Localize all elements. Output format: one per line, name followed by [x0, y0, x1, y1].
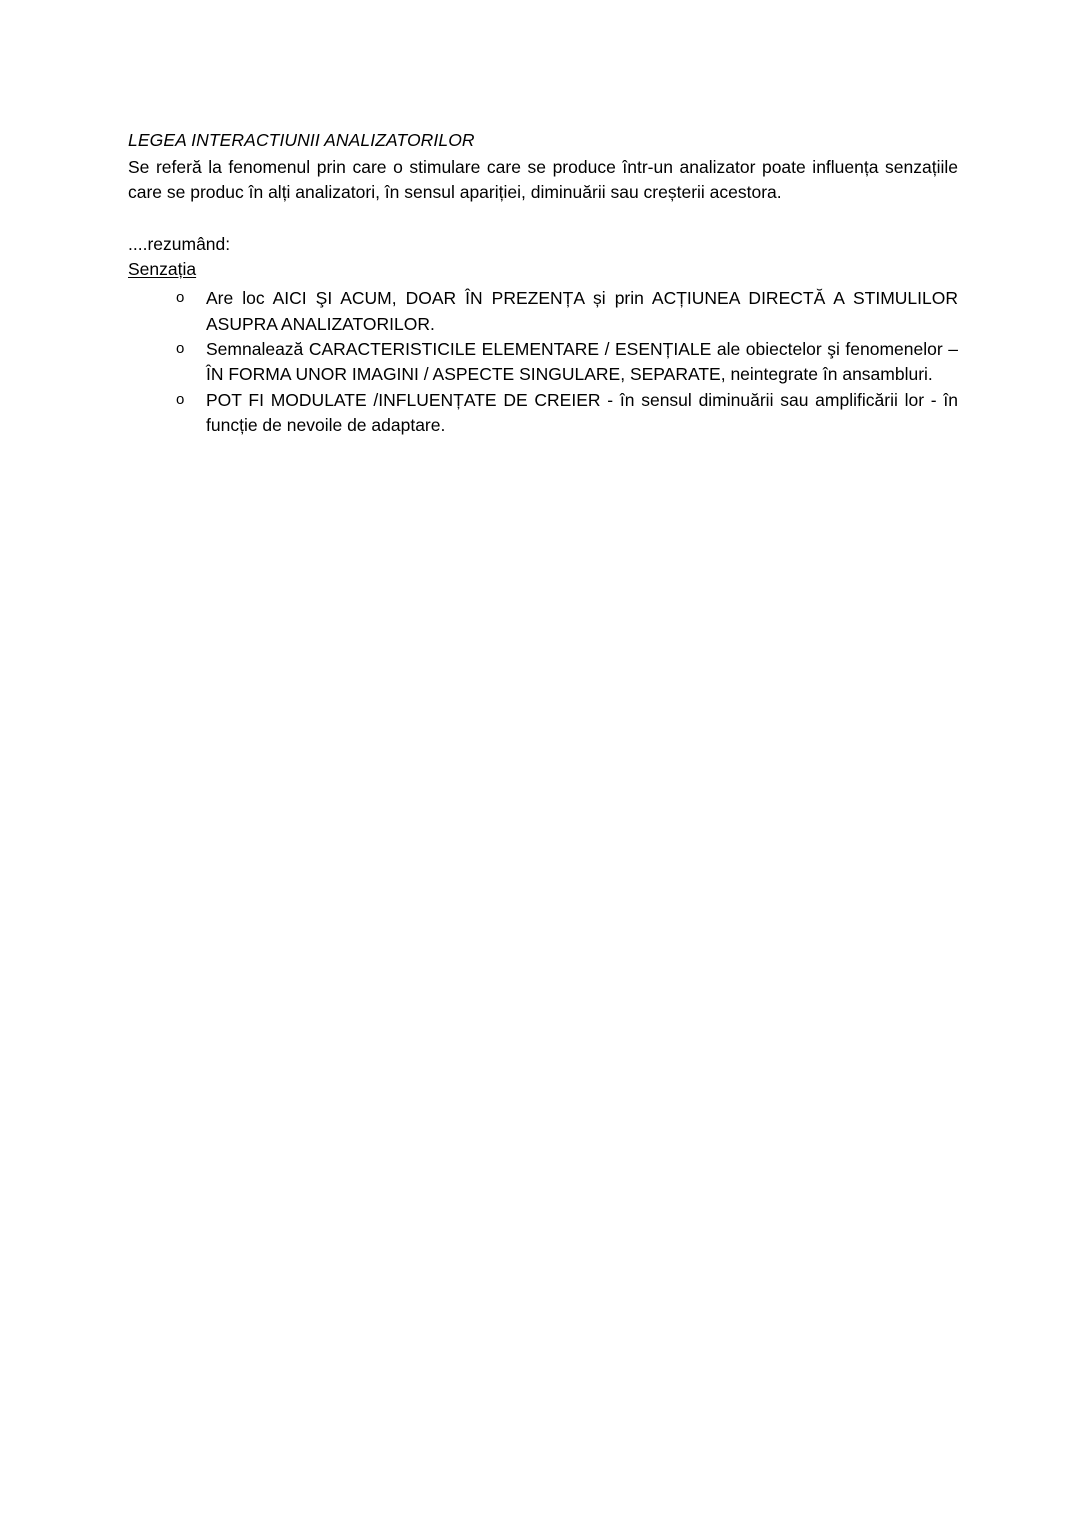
list-item-text: POT FI MODULATE /INFLUENȚATE DE CREIER - în sensul diminuării sau amplificării lor - în funcție de nevoile de adaptare. — [206, 389, 958, 436]
circle-bullet-icon: o — [176, 289, 185, 307]
bullet-list — [128, 286, 958, 438]
circle-bullet-icon: o — [176, 390, 185, 408]
intro-paragraph: Se referă la fenomenul prin care o stimulare care se produce într-un analizator poate influența senzațiile care se produc în alți analizatori, în sensul apariției, diminuării sau creșterii acestora. — [128, 156, 958, 203]
section-label: Senzația — [128, 258, 197, 279]
document-heading: LEGEA INTERACTIUNII ANALIZATORILOR — [128, 130, 475, 150]
list-item — [128, 286, 958, 337]
document-body — [128, 128, 958, 439]
summary-lead: ....rezumând: — [128, 233, 231, 254]
paragraph-spacer — [128, 206, 958, 232]
circle-bullet-icon: o — [176, 340, 185, 358]
list-item — [128, 337, 958, 388]
list-item — [128, 388, 958, 439]
list-item-text: Are loc AICI ŞI ACUM, DOAR ÎN PREZENȚA și prin ACȚIUNEA DIRECTĂ A STIMULILOR ASUPRA ANALIZATORILOR. — [206, 288, 958, 334]
list-item-text: Semnalează CARACTERISTICILE ELEMENTARE / ESENȚIALE ale obiectelor şi fenomenelor – ÎN FORMA UNOR IMAGINI / ASPECTE SINGULARE, SEPARATE, neintegrate în ansambluri. — [206, 339, 958, 385]
